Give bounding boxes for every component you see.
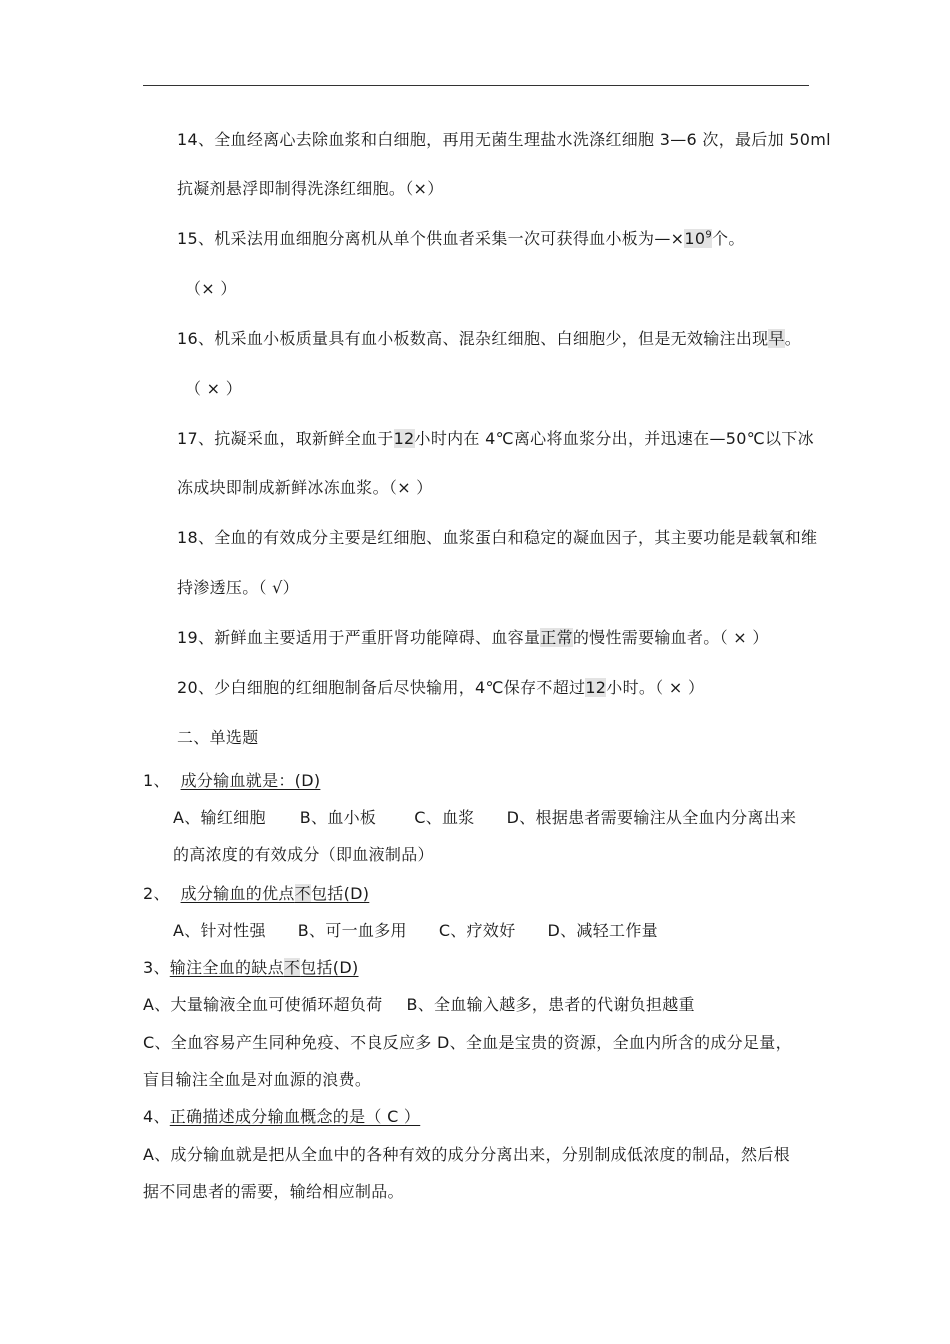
mc-q3-option-b: B、全血输入越多，患者的代谢负担越重 bbox=[406, 995, 695, 1014]
tf-q16-line2: （ × ） bbox=[185, 379, 243, 398]
mc-q2-option-a: A、针对性强 bbox=[173, 921, 266, 940]
mc-q3-options-cd: C、全血容易产生同种免疫、不良反应多 D、全血是宝贵的资源，全血内所含的成分足量， bbox=[143, 1033, 792, 1052]
tf-q16-text: 16、机采血小板质量具有血小板数高、混杂红细胞、白细胞少，但是无效输注出现 bbox=[177, 329, 769, 348]
mc-q4-number: 4、 bbox=[143, 1107, 170, 1126]
mc-q4-option-a-line2: 据不同患者的需要，输给相应制品。 bbox=[143, 1182, 404, 1201]
section-heading: 二、单选题 bbox=[177, 728, 259, 747]
mc-q2-stem-row bbox=[143, 883, 369, 905]
mc-q1-continuation: 的高浓度的有效成分（即血液制品） bbox=[173, 845, 434, 864]
tf-q20-line1: 20、少白细胞的红细胞制备后尽快输用，4℃保存不超过12小时。（ × ） bbox=[177, 678, 705, 697]
mc-q1-stem-row bbox=[143, 770, 320, 792]
mc-q3-option-a: A、大量输液全血可使循环超负荷 bbox=[143, 995, 383, 1014]
mc-q3-highlight: 不 bbox=[283, 958, 301, 977]
tf-q18-line1: 18、全血的有效成分主要是红细胞、血浆蛋白和稳定的凝血因子，其主要功能是载氧和维 bbox=[177, 528, 818, 547]
mc-q2-stem: 成分输血的优点不包括(D) bbox=[180, 884, 370, 903]
mc-q2-highlight: 不 bbox=[294, 884, 311, 903]
tf-q17-text: 17、抗凝采血，取新鲜全血于 bbox=[177, 429, 394, 448]
mc-q3-continuation: 盲目输注全血是对血源的浪费。 bbox=[143, 1070, 372, 1089]
mc-q2-number: 2、 bbox=[143, 884, 170, 903]
mc-q2-option-b: B、可一血多用 bbox=[297, 921, 407, 940]
mc-q4-stem-row bbox=[143, 1106, 420, 1128]
mc-q1-option-b: B、血小板 bbox=[299, 808, 377, 827]
mc-q4-option-a-line1: A、成分输血就是把从全血中的各种有效的成分分离出来，分别制成低浓度的制品，然后根 bbox=[143, 1145, 790, 1164]
tf-q19-highlight: 正常 bbox=[540, 628, 573, 647]
tf-q18-line2: 持渗透压。（ √） bbox=[177, 578, 299, 597]
tf-q15-highlight: $10^9$ bbox=[684, 229, 713, 248]
tf-q15-line2: （× ） bbox=[185, 279, 237, 298]
tf-q19-text: 19、新鲜血主要适用于严重肝肾功能障碍、血容量 bbox=[177, 628, 541, 647]
tf-q14-line2: 抗凝剂悬浮即制得洗涤红细胞。（×） bbox=[177, 179, 444, 198]
mc-q2-option-d: D、减轻工作量 bbox=[547, 921, 658, 940]
tf-q17-line1: 17、抗凝采血，取新鲜全血于12小时内在 4℃离心将血浆分出，并迅速在—50℃以下冰 bbox=[177, 429, 814, 448]
mc-q3-stem-row bbox=[143, 957, 359, 979]
mc-q1-option-c: C、血浆 bbox=[414, 808, 475, 827]
tf-q20-highlight: 12 bbox=[585, 678, 607, 697]
tf-q19-line1: 19、新鲜血主要适用于严重肝肾功能障碍、血容量正常的慢性需要输血者。（ × ） bbox=[177, 628, 769, 647]
mc-q1-options bbox=[173, 807, 796, 829]
tf-q16-highlight: 早 bbox=[768, 329, 785, 348]
mc-q2-option-c: C、疗效好 bbox=[438, 921, 516, 940]
tf-q17-highlight: 12 bbox=[393, 429, 415, 448]
mc-q4-stem: 正确描述成分输血概念的是（ C ） bbox=[169, 1107, 421, 1126]
header-rule bbox=[143, 85, 809, 86]
mc-q3-number: 3、 bbox=[143, 958, 170, 977]
tf-q15-exponent: 9 bbox=[705, 229, 713, 241]
tf-q14-line1: 14、全血经离心去除血浆和白细胞，再用无菌生理盐水洗涤红细胞 3—6 次，最后加 50ml bbox=[177, 130, 831, 149]
mc-q1-stem: 成分输血就是：(D) bbox=[180, 771, 321, 790]
mc-q2-options bbox=[173, 920, 658, 942]
mc-q1-option-d: D、根据患者需要输注从全血内分离出来 bbox=[506, 808, 797, 827]
tf-q15-line1: 15、机采法用血细胞分离机从单个供血者采集一次可获得血小板为$—\times 10^9$个。 bbox=[177, 229, 745, 248]
tf-q16-line1: 16、机采血小板质量具有血小板数高、混杂红细胞、白细胞少，但是无效输注出现早。 bbox=[177, 329, 802, 348]
tf-q15-text: 15、机采法用血细胞分离机从单个供血者采集一次可获得血小板为—× bbox=[177, 229, 685, 248]
mc-q1-number: 1、 bbox=[143, 771, 170, 790]
mc-q3-stem: 输注全血的缺点不包括(D) bbox=[169, 958, 359, 977]
mc-q1-option-a: A、输红细胞 bbox=[173, 808, 266, 827]
tf-q17-line2: 冻成块即制成新鲜冰冻血浆。（× ） bbox=[177, 478, 433, 497]
tf-q20-text: 20、少白细胞的红细胞制备后尽快输用，4℃保存不超过 bbox=[177, 678, 586, 697]
mc-q3-options-ab bbox=[143, 994, 695, 1016]
